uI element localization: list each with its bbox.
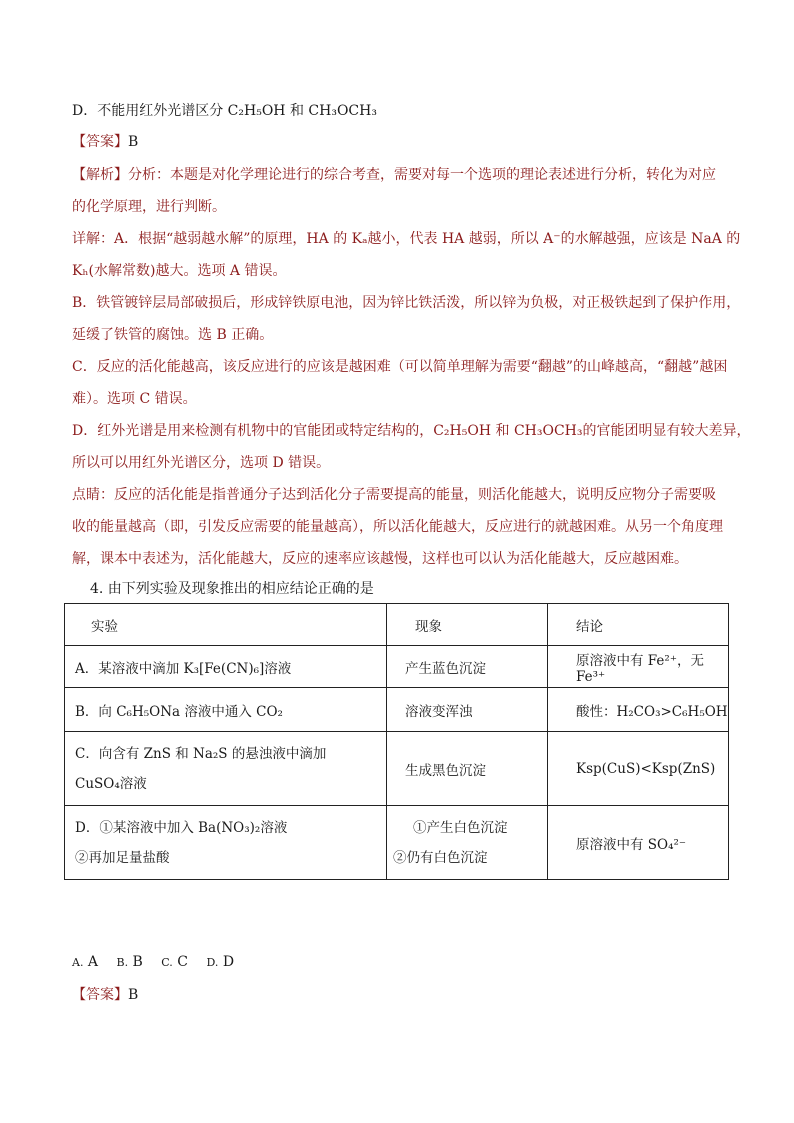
answer-value: B [128,134,139,150]
table-header-row [65,604,729,646]
note-line-1: 点睛：反应的活化能是指普通分子达到活化分子需要提高的能量，则活化能越大，说明反应物分子需要吸 [72,487,716,503]
row-a-experiment: A．某溶液中滴加 K₃[Fe(CN)₆]溶液 [65,646,387,688]
table-row [65,646,729,688]
option-b[interactable] [116,953,142,972]
analysis-line-1 [72,166,716,184]
row-d-experiment [65,806,387,880]
option-c-label: C. [161,956,173,969]
option-a[interactable] [72,953,98,972]
row-d-phenomenon-line-1: ①产生白色沉淀 [413,819,508,836]
option-d[interactable] [206,953,234,972]
row-d-experiment-line-1: D．①某溶液中加入 Ba(NO₃)₂溶液 [75,819,288,836]
answer-line-1 [72,133,138,151]
row-a-conclusion: 原溶液中有 Fe²⁺，无 Fe³⁺ [548,646,729,688]
question-4: 4. 由下列实验及现象推出的相应结论正确的是 [90,581,374,597]
option-c[interactable] [161,953,188,972]
row-a-phenomenon: 产生蓝色沉淀 [387,646,548,688]
detail-b-line-1: B．铁管镀锌层局部破损后，形成锌铁原电池，因为锌比铁活泼，所以锌为负极，对正极铁起到了保护作用， [72,295,741,311]
row-d-phenomenon-line-2: ②仍有白色沉淀 [393,849,488,866]
detail-c-line-2: 难）。选项 C 错误。 [72,391,197,407]
option-d-value: D [222,954,235,970]
option-c-value: C [177,954,188,970]
row-d-phenomenon [387,806,548,880]
option-a-label: A. [72,956,84,969]
header-experiment: 实验 [65,604,387,646]
answer-options [72,953,248,972]
row-d-experiment-line-2: ②再加足量盐酸 [75,849,170,866]
row-c-phenomenon: 生成黑色沉淀 [387,732,548,806]
table-row [65,688,729,732]
row-c-experiment-line-2: CuSO₄溶液 [75,775,147,792]
row-d-conclusion: 原溶液中有 SO₄²⁻ [548,806,729,880]
analysis-label: 【解析】 [72,167,128,183]
option-d-previous: D．不能用红外光谱区分 C₂H₅OH 和 CH₃OCH₃ [72,103,377,119]
option-b-label: B. [116,956,129,969]
answer-label-2: 【答案】 [72,987,128,1003]
answer-label: 【答案】 [72,134,128,150]
analysis-text: 分析：本题是对化学理论进行的综合考查，需要对每一个选项的理论表述进行分析，转化为对应 [128,167,716,183]
detail-a-line-1: 详解：A．根据“越弱越水解”的原理，HA 的 Kₐ越小，代表 HA 越弱，所以 A⁻的水解越强，应该是 NaA 的 [72,231,741,247]
option-b-value: B [132,954,143,970]
row-c-experiment-line-1: C．向含有 ZnS 和 Na₂S 的悬浊液中滴加 [75,745,327,762]
detail-d-line-2: 所以可以用红外光谱区分，选项 D 错误。 [72,455,331,471]
detail-b-line-2: 延缓了铁管的腐蚀。选 B 正确。 [72,327,274,343]
experiment-table [64,603,729,880]
table-row [65,806,729,880]
row-b-phenomenon: 溶液变浑浊 [387,688,548,732]
header-conclusion: 结论 [548,604,729,646]
table-row [65,732,729,806]
row-c-conclusion: Ksp(CuS)<Ksp(ZnS) [548,732,729,806]
detail-d-line-1: D．红外光谱是用来检测有机物中的官能团或特定结构的，C₂H₅OH 和 CH₃OCH₃的官能团明显有较大差异， [72,423,751,439]
note-line-2: 收的能量越高（即，引发反应需要的能量越高），所以活化能越大，反应进行的就越困难。从另一个角度理 [72,519,723,535]
detail-c-line-1: C．反应的活化能越高，该反应进行的应该是越困难（可以简单理解为需要“翻越”的山峰越高，“翻越”越困 [72,359,728,375]
analysis-line-2: 的化学原理，进行判断。 [72,199,226,215]
detail-a-line-2: Kₕ(水解常数)越大。选项 A 错误。 [72,263,287,279]
option-a-value: A [87,954,99,970]
option-d-label: D. [206,956,219,969]
answer-value-2: B [128,987,139,1003]
header-phenomenon: 现象 [387,604,548,646]
row-c-experiment [65,732,387,806]
answer-line-2 [72,986,138,1004]
note-line-3: 解，课本中表述为，活化能越大，反应的速率应该越慢，这样也可以认为活化能越大，反应越困难。 [72,551,688,567]
row-b-conclusion: 酸性：H₂CO₃>C₆H₅OH [548,688,729,732]
row-b-experiment: B．向 C₆H₅ONa 溶液中通入 CO₂ [65,688,387,732]
